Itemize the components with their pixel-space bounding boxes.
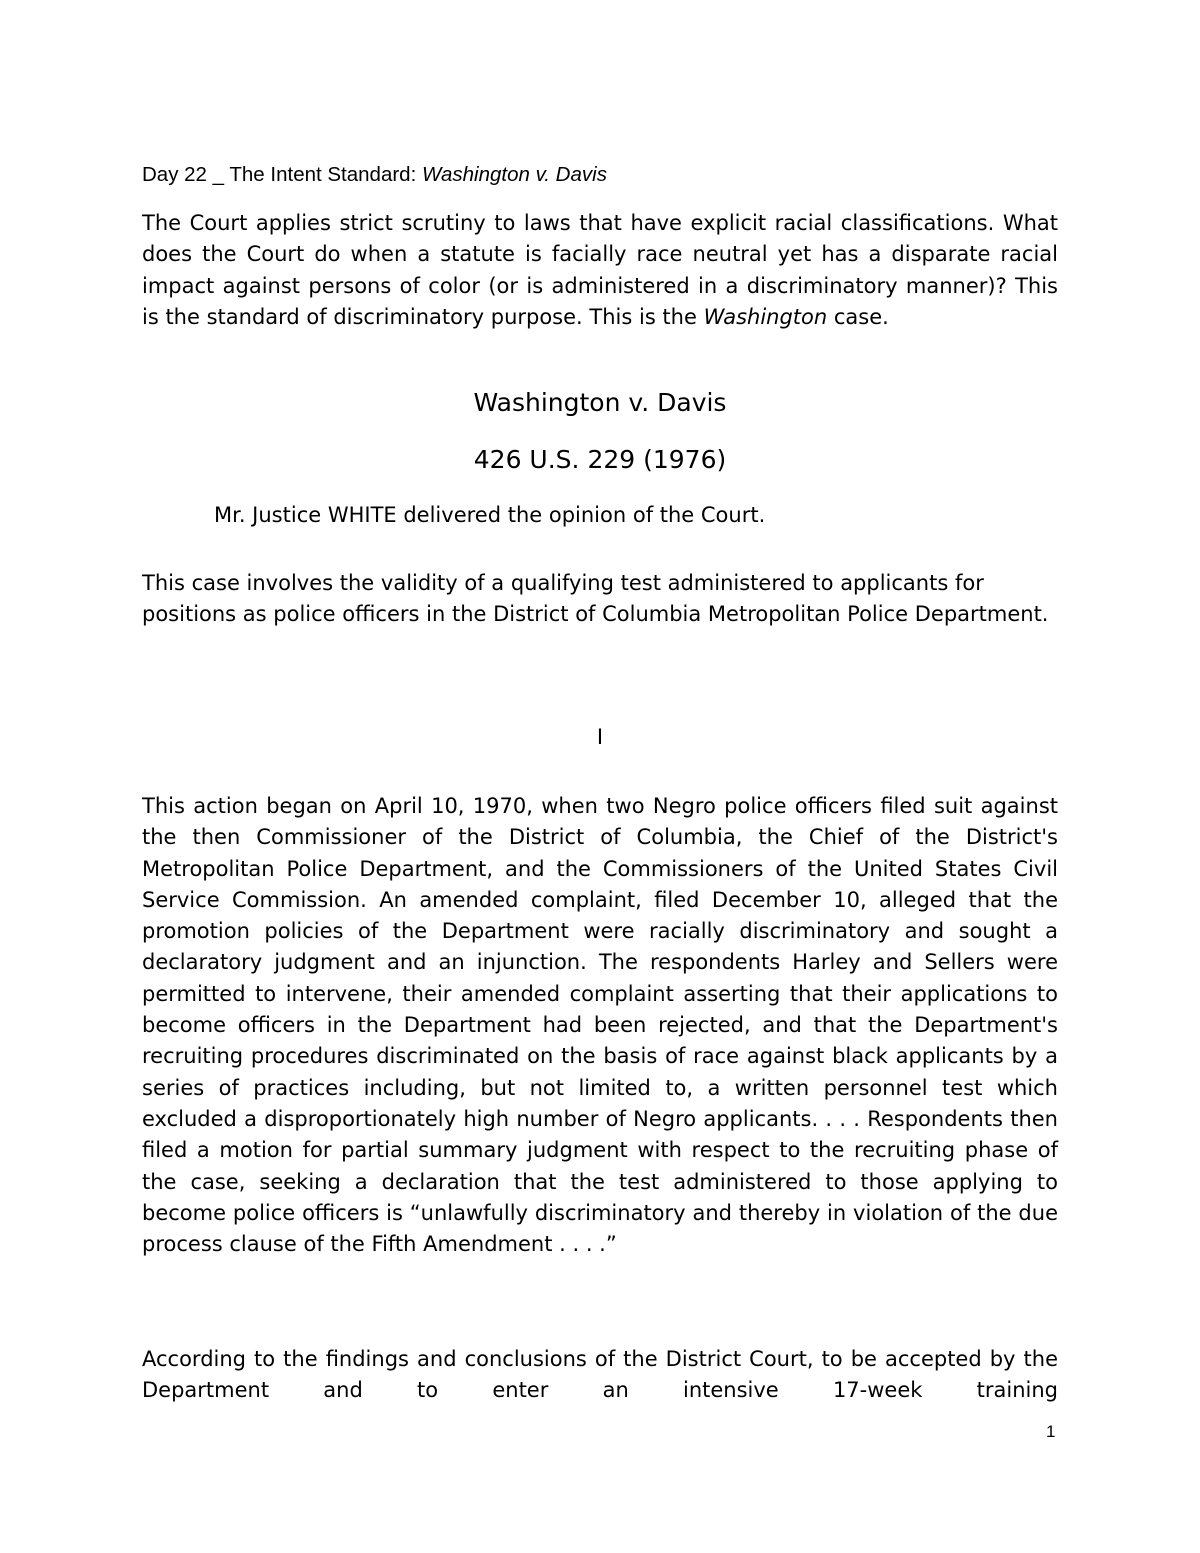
intro-paragraph	[142, 208, 1058, 333]
intro-italic-case: Washington	[703, 304, 828, 329]
case-name: Washington v. Davis	[473, 388, 727, 417]
heading-prefix: Day 22 _ The Intent Standard:	[142, 163, 422, 186]
paragraph-1-block	[142, 568, 1058, 631]
intro-text-2: case.	[827, 304, 889, 329]
intro-text-1: The Court applies strict scrutiny to laws that have explicit racial classifications. What does the Court do when a statute is facially race neutral yet has a disparate racial impact against persons of color (or is administered in a discriminatory manner)? This is the standard of discriminatory purpose. This is the	[142, 211, 1058, 329]
page-number: 1	[1046, 1422, 1056, 1441]
paragraph-1: This case involves the validity of a qualifying test administered to applicants for positions as police officers in the District of Columbia Metropolitan Police Department.	[142, 571, 1049, 627]
case-citation: 426 U.S. 229 (1976)	[473, 445, 727, 474]
heading-case-name: Washington v. Davis	[421, 163, 607, 186]
paragraph-3: According to the findings and conclusions of the District Court, to be accepted by the Department and to enter an intensive 17-week training	[142, 1347, 1058, 1403]
section-numeral: I	[596, 725, 604, 749]
paragraph-2: This action began on April 10, 1970, when two Negro police officers filed suit against the then Commissioner of the District of Columbia, the Chief of the District's Metropolitan Police Department, and the Commissioners of the United States Civil Service Commission. An amended complaint, filed December 10, alleged that the promotion policies of the Department were racially discriminatory and sought a declaratory judgment and an injunction. The respondents Harley and Sellers were permitted to intervene, their amended complaint asserting that their applications to become officers in the Department had been rejected, and that the Department's recruiting procedures discriminated on the basis of race against black applicants by a series of practices including, but not limited to, a written personnel test which excluded a disproportionately high number of Negro applicants. . . . Respondents then filed a motion for partial summary judgment with respect to the recruiting phase of the case, seeking a declaration that the test administered to those applying to become police officers is “unlawfully discriminatory and thereby in violation of the due process clause of the Fifth Amendment . . . .”	[142, 794, 1058, 1257]
intro-block	[142, 208, 1058, 333]
paragraph-2-block	[142, 791, 1058, 1260]
document-heading	[142, 160, 1058, 190]
opinion-author-line: Mr. Justice WHITE delivered the opinion of the Court.	[214, 503, 766, 527]
paragraph-3-block	[142, 1344, 1058, 1407]
